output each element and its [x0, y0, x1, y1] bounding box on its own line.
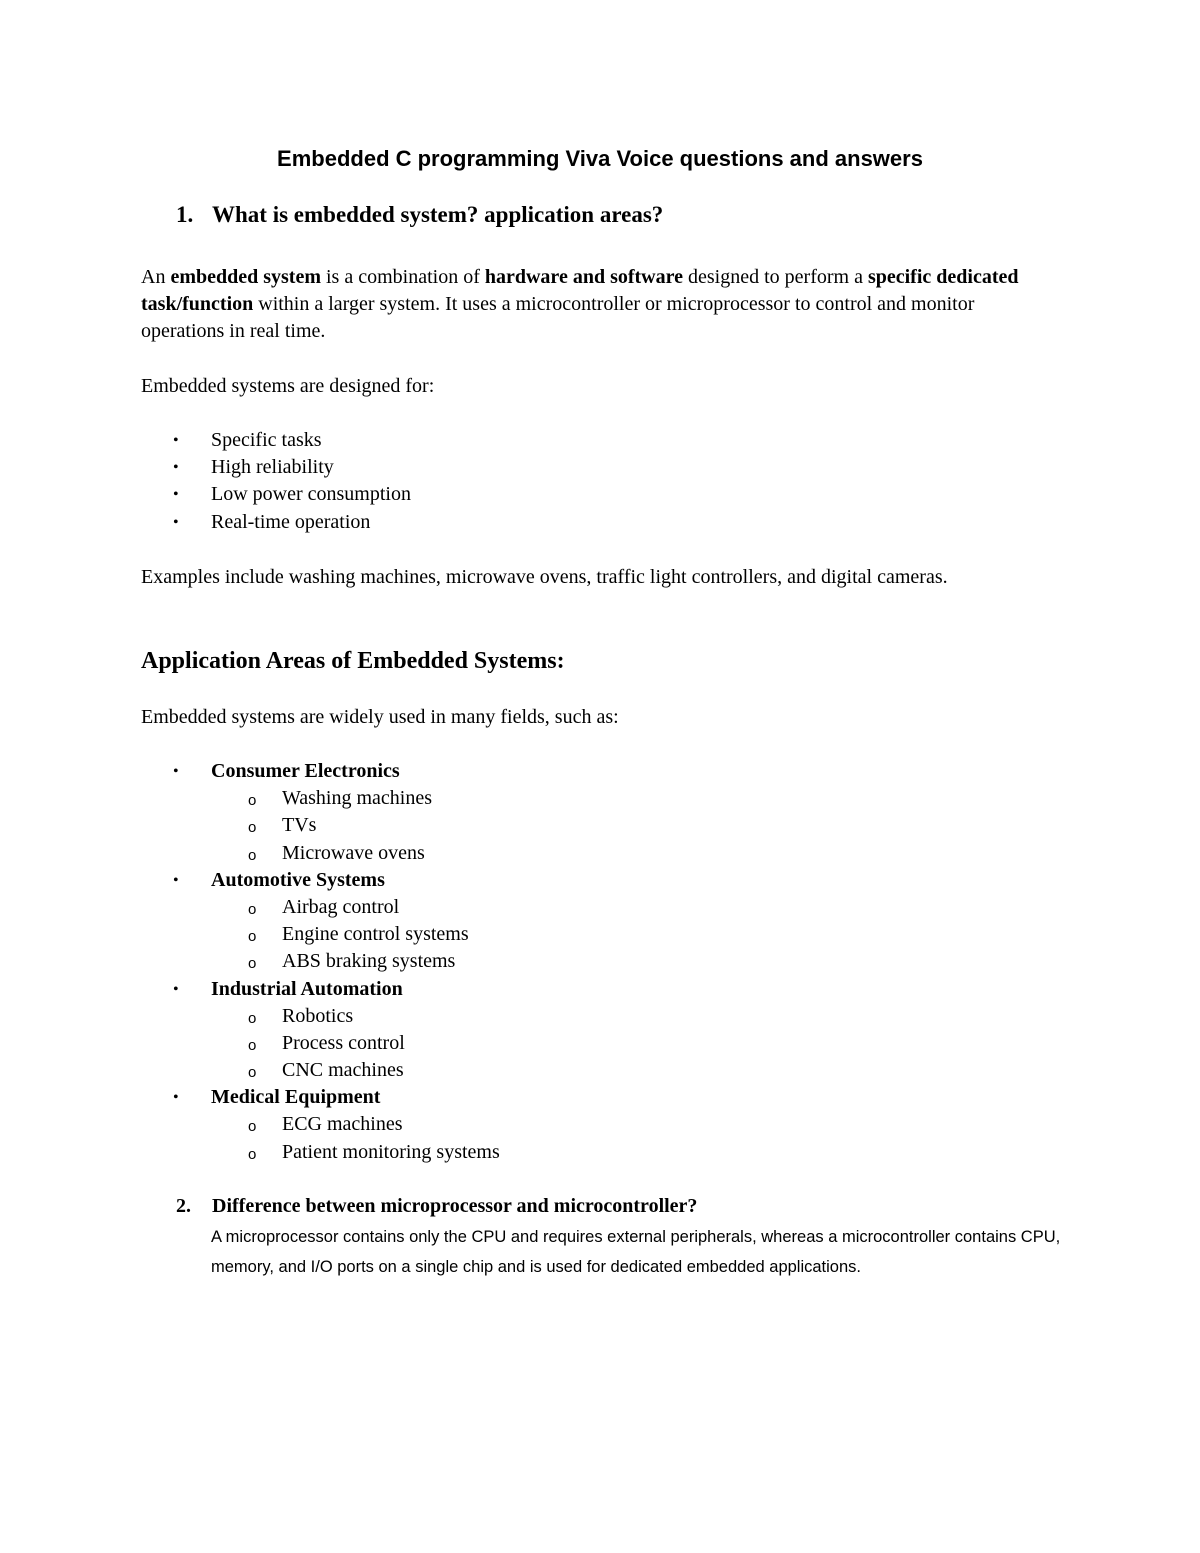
bullet-icon: • [173, 763, 179, 780]
intro-text-4: within a larger system. It uses a microcontroller or microprocessor to control and monitor operations in real time. [141, 293, 975, 342]
intro-text-2: is a combination of [321, 266, 485, 288]
bullet-icon: • [173, 432, 179, 449]
sub-bullet-icon: o [248, 900, 257, 918]
sub-bullet-icon: o [248, 928, 257, 946]
document-page: Embedded C programming Viva Voice questions and answers 1. What is embedded system? application areas? An embedded system is a combination of hardware and software designed to perform a specific dedicated task/function within a larger system. It uses a microcontroller or microprocessor to control and monitor operations in real time. Embedded systems are designed for: • Specific tasks • High reliability • Low power consumption • Real-time operation Examples include washing machines, microwave ovens, traffic light controllers, and digital cameras. Application Areas of Embedded Systems: Embedded systems are widely used in many fields, such as: • Consumer Electronics o Washing machines o TVs o Microwave ovens • Automotive Systems o Airbag control o Engine control systems o ABS braking systems • Industrial Automation o Robotics o Process control o CNC machines • Medical Equipment o ECG machines o Patient monitoring systems 2. Difference between microprocessor and microcontroller? A microprocessor contains only the CPU and requires external peripherals, whereas a microcontroller contains CPU, memory, and I/O ports on a single chip and is used for dedicated embedded applications. [0, 0, 1200, 1553]
sub-bullet-icon: o [248, 1145, 257, 1163]
intro-bold-hardware-software: hardware and software [484, 266, 684, 288]
sub-bullet-icon: o [248, 955, 257, 973]
examples-paragraph: Examples include washing machines, microwave ovens, traffic light controllers, and digital cameras. [141, 566, 948, 588]
question-2-text: Difference between microprocessor and microcontroller? [212, 1195, 698, 1217]
bullet-icon: • [173, 486, 179, 504]
question-1-text: What is embedded system? application areas? [212, 202, 664, 227]
bullet-icon: • [173, 980, 179, 998]
sub-bullet-icon: o [248, 1118, 257, 1136]
intro-paragraph [141, 264, 1041, 345]
intro-text-3: designed to perform a [683, 266, 868, 288]
intro-bold-embedded-system: embedded system [170, 266, 321, 288]
designed-for-lead: Embedded systems are designed for: [141, 375, 435, 397]
bullet-icon: • [173, 459, 179, 477]
question-1-number: 1. [176, 202, 194, 227]
bullet-icon: • [173, 1089, 179, 1107]
question-2-number: 2. [176, 1195, 191, 1217]
question-1-heading [176, 200, 663, 230]
bullet-icon: • [173, 513, 179, 531]
sub-bullet-icon: o [248, 1009, 257, 1027]
intro-text-1: An [141, 266, 171, 288]
applications-heading: Application Areas of Embedded Systems: [141, 648, 565, 674]
bullet-icon: • [173, 871, 179, 889]
document-title: Embedded C programming Viva Voice questions and answers [277, 146, 923, 171]
sub-bullet-icon: o [248, 1064, 257, 1082]
sub-bullet-icon: o [248, 792, 257, 810]
sub-bullet-icon: o [248, 846, 257, 864]
applications-lead: Embedded systems are widely used in many fields, such as: [141, 706, 619, 728]
question-2-answer: A microprocessor contains only the CPU and requires external peripherals, whereas a microcontroller contains CPU, memory, and I/O ports on a single chip and is used for dedicated embedded applications. [211, 1228, 1061, 1276]
sub-bullet-icon: o [248, 819, 257, 837]
sub-bullet-icon: o [248, 1036, 257, 1054]
intro-bold-specific-task: specific dedicated task/function [141, 266, 1019, 315]
question-2-heading [176, 1192, 697, 1220]
